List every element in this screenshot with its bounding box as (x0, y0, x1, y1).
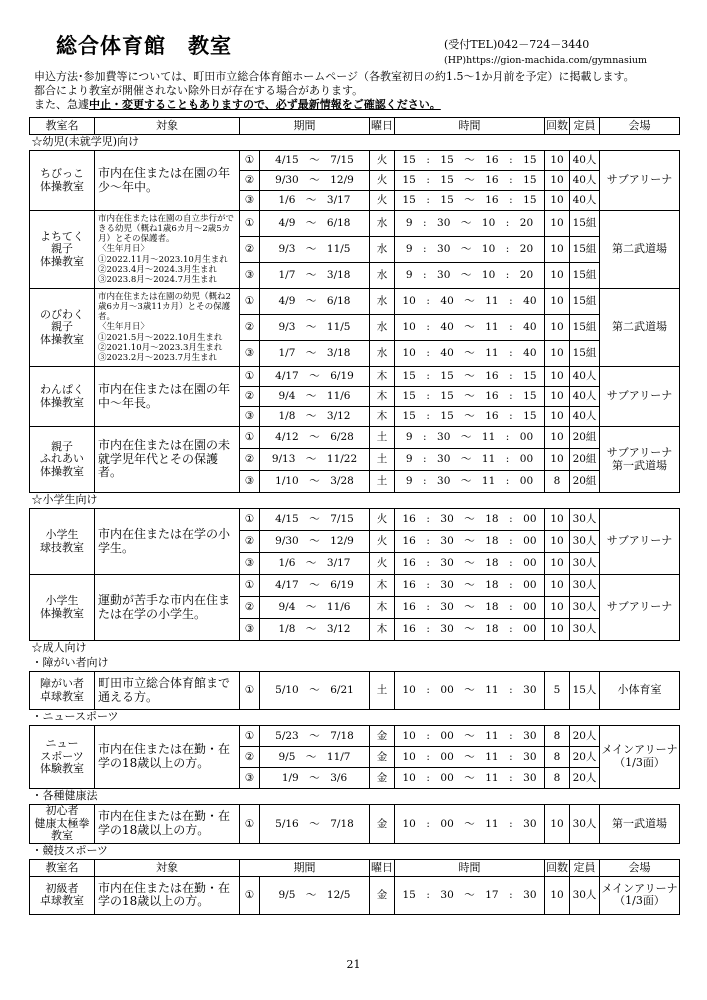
column-header-count: 回数 (545, 118, 570, 135)
target-line: ②2021.10月～2023.3月生まれ (98, 342, 223, 353)
session-day: 水 (370, 211, 395, 237)
session-time: 15 : 15 ～ 16 : 15 (395, 151, 545, 171)
session-period: 9/30 ～ 12/9 (260, 531, 370, 553)
target-line: ②2023.4月～2024.3月生まれ (98, 264, 217, 275)
session-number: ② (240, 449, 260, 471)
session-period: 9/3 ～ 11/5 (260, 237, 370, 263)
session-day: 土 (370, 471, 395, 493)
table-row (30, 805, 680, 844)
session-number: ③ (240, 619, 260, 641)
table-row (30, 367, 680, 387)
column-header-day: 曜日 (370, 859, 395, 876)
session-number: ③ (240, 553, 260, 575)
session-capacity: 40人 (570, 387, 600, 407)
session-period: 1/9 ～ 3/6 (260, 768, 370, 789)
class-venue-chibikko: サブアリーナ (600, 151, 680, 211)
session-day: 水 (370, 341, 395, 367)
session-number: ① (240, 805, 260, 844)
session-capacity: 40人 (570, 407, 600, 427)
note-warning-prefix: また、急遽 (34, 98, 89, 111)
table-row (30, 876, 680, 914)
column-header-venue: 会場 (600, 118, 680, 135)
session-day: 木 (370, 575, 395, 597)
schedule-table (29, 117, 680, 915)
session-number: ① (240, 672, 260, 710)
session-capacity: 40人 (570, 171, 600, 191)
class-name-takkyu_d: 障がい者 卓球教室 (30, 672, 95, 710)
class-target-fureai: 市内在住または在園の未就学児年代とその保護者。 (95, 427, 240, 493)
page-number: 21 (346, 958, 361, 971)
session-day: 水 (370, 263, 395, 289)
session-day: 金 (370, 726, 395, 747)
session-day: 木 (370, 367, 395, 387)
session-time: 10 : 00 ～ 11 : 30 (395, 726, 545, 747)
session-time: 15 : 15 ～ 16 : 15 (395, 171, 545, 191)
session-count: 10 (545, 151, 570, 171)
session-period: 1/10 ～ 3/28 (260, 471, 370, 493)
session-number: ② (240, 531, 260, 553)
session-count: 10 (545, 315, 570, 341)
class-venue-takkyu_b: メインアリーナ （1/3面） (600, 876, 680, 914)
class-name-yochitekute: よちてく 親子 体操教室 (30, 211, 95, 289)
page-header (34, 22, 674, 132)
session-capacity: 20組 (570, 427, 600, 449)
session-number: ③ (240, 341, 260, 367)
class-target-taikyoku: 市内在住または在勤・在学の18歳以上の方。 (95, 805, 240, 844)
session-day: 金 (370, 805, 395, 844)
table-row (30, 289, 680, 315)
session-period: 4/12 ～ 6/28 (260, 427, 370, 449)
session-number: ③ (240, 263, 260, 289)
class-target-wanpaku: 市内在住または在園の年中～年長。 (95, 367, 240, 427)
session-day: 金 (370, 747, 395, 768)
note-warning-emphasis: 中止・変更することもありますので、必ず最新情報をご確認ください。 (89, 98, 441, 111)
session-capacity: 30人 (570, 509, 600, 531)
table-row (30, 151, 680, 171)
session-number: ① (240, 211, 260, 237)
session-period: 1/7 ～ 3/18 (260, 263, 370, 289)
contact-tel: (受付TEL)042－724－3440 (444, 38, 590, 51)
session-time: 9 : 30 ～ 11 : 00 (395, 449, 545, 471)
class-name-taiso_es: 小学生 体操教室 (30, 575, 95, 641)
session-period: 4/9 ～ 6/18 (260, 289, 370, 315)
session-number: ① (240, 509, 260, 531)
session-capacity: 20人 (570, 726, 600, 747)
session-time: 10 : 40 ～ 11 : 40 (395, 289, 545, 315)
session-day: 火 (370, 553, 395, 575)
session-number: ① (240, 575, 260, 597)
session-number: ① (240, 876, 260, 914)
section-heading (30, 656, 680, 672)
session-capacity: 40人 (570, 151, 600, 171)
class-venue-kyugi: サブアリーナ (600, 509, 680, 575)
column-header-time: 時間 (395, 118, 545, 135)
session-time: 10 : 00 ～ 11 : 30 (395, 672, 545, 710)
session-capacity: 15組 (570, 289, 600, 315)
session-period: 9/5 ～ 12/5 (260, 876, 370, 914)
session-count: 10 (545, 531, 570, 553)
session-time: 16 : 30 ～ 18 : 00 (395, 509, 545, 531)
section-heading-health: ・各種健康法 (31, 789, 98, 803)
table-row (30, 427, 680, 449)
session-capacity: 15組 (570, 341, 600, 367)
session-count: 8 (545, 726, 570, 747)
session-count: 10 (545, 619, 570, 641)
session-count: 8 (545, 747, 570, 768)
contact-homepage: (HP)https://gion-machida.com/gymnasium (444, 55, 648, 66)
session-day: 金 (370, 876, 395, 914)
session-number: ③ (240, 191, 260, 211)
section-heading (30, 843, 680, 859)
session-capacity: 30人 (570, 876, 600, 914)
class-venue-wanpaku: サブアリーナ (600, 367, 680, 427)
class-venue-taikyoku: 第一武道場 (600, 805, 680, 844)
session-day: 水 (370, 237, 395, 263)
session-capacity: 15組 (570, 237, 600, 263)
session-capacity: 30人 (570, 575, 600, 597)
session-period: 9/13 ～ 11/22 (260, 449, 370, 471)
session-count: 10 (545, 237, 570, 263)
column-header-period: 期間 (240, 859, 370, 876)
column-header-venue: 会場 (600, 859, 680, 876)
session-time: 10 : 00 ～ 11 : 30 (395, 768, 545, 789)
session-number: ① (240, 427, 260, 449)
session-capacity: 20人 (570, 747, 600, 768)
session-count: 10 (545, 341, 570, 367)
session-period: 1/7 ～ 3/18 (260, 341, 370, 367)
session-period: 4/17 ～ 6/19 (260, 367, 370, 387)
target-line: ③2023.2月～2023.7月生まれ (98, 352, 217, 363)
section-heading (30, 789, 680, 805)
column-header-target: 対象 (95, 118, 240, 135)
session-day: 火 (370, 509, 395, 531)
session-time: 15 : 15 ～ 16 : 15 (395, 387, 545, 407)
session-day: 土 (370, 449, 395, 471)
session-count: 10 (545, 449, 570, 471)
session-period: 9/5 ～ 11/7 (260, 747, 370, 768)
session-day: 木 (370, 407, 395, 427)
column-header-count: 回数 (545, 859, 570, 876)
column-header-row (30, 859, 680, 876)
session-capacity: 20人 (570, 768, 600, 789)
class-target-yochitekute (95, 211, 240, 289)
session-day: 火 (370, 151, 395, 171)
session-day: 火 (370, 171, 395, 191)
session-period: 5/16 ～ 7/18 (260, 805, 370, 844)
session-capacity: 30人 (570, 553, 600, 575)
column-header-period: 期間 (240, 118, 370, 135)
session-capacity: 30人 (570, 619, 600, 641)
class-name-nobiwaku: のびわく 親子 体操教室 (30, 289, 95, 367)
target-line: 〈生年月日〉 (98, 244, 150, 255)
session-number: ① (240, 726, 260, 747)
class-target-kyugi: 市内在住または在学の小学生。 (95, 509, 240, 575)
session-day: 木 (370, 387, 395, 407)
target-line: 市内在住または在園の自立歩行ができる幼児（概ね1歳6カ月～2歳5カ月）とその保護者。 (98, 213, 235, 245)
class-venue-nobiwaku: 第二武道場 (600, 289, 680, 367)
class-target-newsports: 市内在住または在勤・在学の18歳以上の方。 (95, 726, 240, 789)
class-target-takkyu_b: 市内在住または在勤・在学の18歳以上の方。 (95, 876, 240, 914)
session-number: ① (240, 367, 260, 387)
class-target-nobiwaku (95, 289, 240, 367)
session-count: 10 (545, 211, 570, 237)
session-number: ① (240, 151, 260, 171)
session-count: 10 (545, 387, 570, 407)
class-venue-yochitekute: 第二武道場 (600, 211, 680, 289)
session-period: 5/23 ～ 7/18 (260, 726, 370, 747)
section-heading-elementary: ☆小学生向け (31, 493, 98, 507)
session-count: 10 (545, 263, 570, 289)
class-name-newsports: ニュー スポーツ 体験教室 (30, 726, 95, 789)
table-row (30, 575, 680, 597)
section-heading (30, 135, 680, 151)
session-time: 10 : 00 ～ 11 : 30 (395, 747, 545, 768)
section-heading (30, 493, 680, 509)
session-count: 5 (545, 672, 570, 710)
target-line: ①2022.11月～2023.10月生まれ (98, 254, 228, 265)
session-time: 9 : 30 ～ 10 : 20 (395, 263, 545, 289)
session-time: 15 : 15 ～ 16 : 15 (395, 407, 545, 427)
class-name-wanpaku: わんぱく 体操教室 (30, 367, 95, 427)
session-period: 9/30 ～ 12/9 (260, 171, 370, 191)
session-number: ② (240, 237, 260, 263)
table-row (30, 211, 680, 237)
session-capacity: 30人 (570, 597, 600, 619)
table-row (30, 509, 680, 531)
session-capacity: 15組 (570, 211, 600, 237)
section-heading (30, 710, 680, 726)
session-number: ② (240, 747, 260, 768)
session-number: ② (240, 171, 260, 191)
class-venue-takkyu_d: 小体育室 (600, 672, 680, 710)
session-period: 4/17 ～ 6/19 (260, 575, 370, 597)
session-count: 8 (545, 768, 570, 789)
session-capacity: 40人 (570, 367, 600, 387)
session-period: 4/9 ～ 6/18 (260, 211, 370, 237)
session-period: 9/4 ～ 11/6 (260, 597, 370, 619)
target-line: 市内在住または在園の幼児（概ね2歳6カ月～3歳11カ月）とその保護者。 (98, 291, 231, 323)
session-count: 8 (545, 471, 570, 493)
class-name-chibikko: ちびっこ 体操教室 (30, 151, 95, 211)
session-time: 15 : 15 ～ 16 : 15 (395, 191, 545, 211)
target-line: ①2021.5月～2022.10月生まれ (98, 332, 223, 343)
class-name-kyugi: 小学生 球技教室 (30, 509, 95, 575)
session-count: 10 (545, 367, 570, 387)
session-time: 16 : 30 ～ 18 : 00 (395, 597, 545, 619)
section-heading-preschool: ☆幼児(未就学児)向け (31, 135, 140, 149)
note-application: 申込方法･参加費等については、町田市立総合体育館ホームページ（各教室初日の約1.5～1か月前を予定）に掲載します。 (34, 70, 635, 83)
column-header-capacity: 定員 (570, 118, 600, 135)
session-time: 16 : 30 ～ 18 : 00 (395, 553, 545, 575)
note-warning (34, 96, 441, 112)
session-count: 10 (545, 876, 570, 914)
session-capacity: 20組 (570, 471, 600, 493)
session-period: 1/6 ～ 3/17 (260, 553, 370, 575)
session-period: 4/15 ～ 7/15 (260, 509, 370, 531)
session-number: ① (240, 289, 260, 315)
session-time: 15 : 15 ～ 16 : 15 (395, 367, 545, 387)
session-day: 水 (370, 315, 395, 341)
table-row (30, 672, 680, 710)
session-count: 10 (545, 575, 570, 597)
session-time: 10 : 00 ～ 11 : 30 (395, 805, 545, 844)
session-period: 1/8 ～ 3/12 (260, 407, 370, 427)
session-time: 9 : 30 ～ 10 : 20 (395, 237, 545, 263)
session-day: 土 (370, 672, 395, 710)
session-day: 水 (370, 289, 395, 315)
session-period: 9/3 ～ 11/5 (260, 315, 370, 341)
session-count: 10 (545, 171, 570, 191)
section-heading-competitive: ・競技スポーツ (31, 844, 109, 858)
session-day: 木 (370, 597, 395, 619)
column-header-target: 対象 (95, 859, 240, 876)
target-line: 〈生年月日〉 (98, 322, 150, 333)
class-name-takkyu_b: 初級者 卓球教室 (30, 876, 95, 914)
column-header-time: 時間 (395, 859, 545, 876)
column-header-day: 曜日 (370, 118, 395, 135)
session-number: ③ (240, 768, 260, 789)
class-target-chibikko: 市内在住または在園の年少～年中。 (95, 151, 240, 211)
column-header-capacity: 定員 (570, 859, 600, 876)
session-capacity: 15組 (570, 315, 600, 341)
table-row (30, 726, 680, 747)
session-count: 10 (545, 289, 570, 315)
session-count: 10 (545, 805, 570, 844)
session-time: 15 : 30 ～ 17 : 30 (395, 876, 545, 914)
session-time: 9 : 30 ～ 11 : 00 (395, 471, 545, 493)
session-time: 16 : 30 ～ 18 : 00 (395, 575, 545, 597)
class-target-taiso_es: 運動が苦手な市内在住または在学の小学生。 (95, 575, 240, 641)
section-heading-newsports: ・ニュースポーツ (31, 710, 119, 724)
session-period: 4/15 ～ 7/15 (260, 151, 370, 171)
session-time: 16 : 30 ～ 18 : 00 (395, 619, 545, 641)
class-venue-fureai: サブアリーナ 第一武道場 (600, 427, 680, 493)
class-venue-taiso_es: サブアリーナ (600, 575, 680, 641)
session-number: ② (240, 597, 260, 619)
session-period: 1/8 ～ 3/12 (260, 619, 370, 641)
session-count: 10 (545, 191, 570, 211)
class-venue-newsports: メインアリーナ （1/3面） (600, 726, 680, 789)
session-number: ② (240, 315, 260, 341)
session-time: 10 : 40 ～ 11 : 40 (395, 315, 545, 341)
section-heading-disabled: ・障がい者向け (31, 656, 109, 670)
note-exclusion: 都合により教室が開催されない除外日が存在する場合があります。 (34, 84, 364, 97)
class-name-fureai: 親子 ふれあい 体操教室 (30, 427, 95, 493)
session-count: 10 (545, 407, 570, 427)
session-capacity: 15人 (570, 672, 600, 710)
session-period: 5/10 ～ 6/21 (260, 672, 370, 710)
class-target-takkyu_d: 町田市立総合体育館まで通える方。 (95, 672, 240, 710)
session-day: 金 (370, 768, 395, 789)
session-capacity: 30人 (570, 805, 600, 844)
session-period: 1/6 ～ 3/17 (260, 191, 370, 211)
section-heading (30, 641, 680, 657)
session-number: ③ (240, 471, 260, 493)
session-time: 9 : 30 ～ 10 : 20 (395, 211, 545, 237)
target-line: ③2023.8月～2024.7月生まれ (98, 274, 217, 285)
section-heading-adult: ☆成人向け (31, 641, 87, 655)
session-day: 火 (370, 531, 395, 553)
session-capacity: 15組 (570, 263, 600, 289)
column-header-class-name: 教室名 (30, 118, 95, 135)
session-count: 10 (545, 509, 570, 531)
class-name-taikyoku: 初心者 健康太極拳 教室 (30, 805, 95, 844)
session-capacity: 40人 (570, 191, 600, 211)
session-day: 木 (370, 619, 395, 641)
session-count: 10 (545, 427, 570, 449)
session-day: 火 (370, 191, 395, 211)
session-count: 10 (545, 597, 570, 619)
column-header-row (30, 118, 680, 135)
session-capacity: 30人 (570, 531, 600, 553)
session-number: ② (240, 387, 260, 407)
column-header-class-name: 教室名 (30, 859, 95, 876)
session-count: 10 (545, 553, 570, 575)
session-period: 9/4 ～ 11/6 (260, 387, 370, 407)
session-number: ③ (240, 407, 260, 427)
page-title: 総合体育館 教室 (56, 34, 232, 58)
session-capacity: 20組 (570, 449, 600, 471)
session-time: 16 : 30 ～ 18 : 00 (395, 531, 545, 553)
session-time: 10 : 40 ～ 11 : 40 (395, 341, 545, 367)
session-day: 土 (370, 427, 395, 449)
session-time: 9 : 30 ～ 11 : 00 (395, 427, 545, 449)
